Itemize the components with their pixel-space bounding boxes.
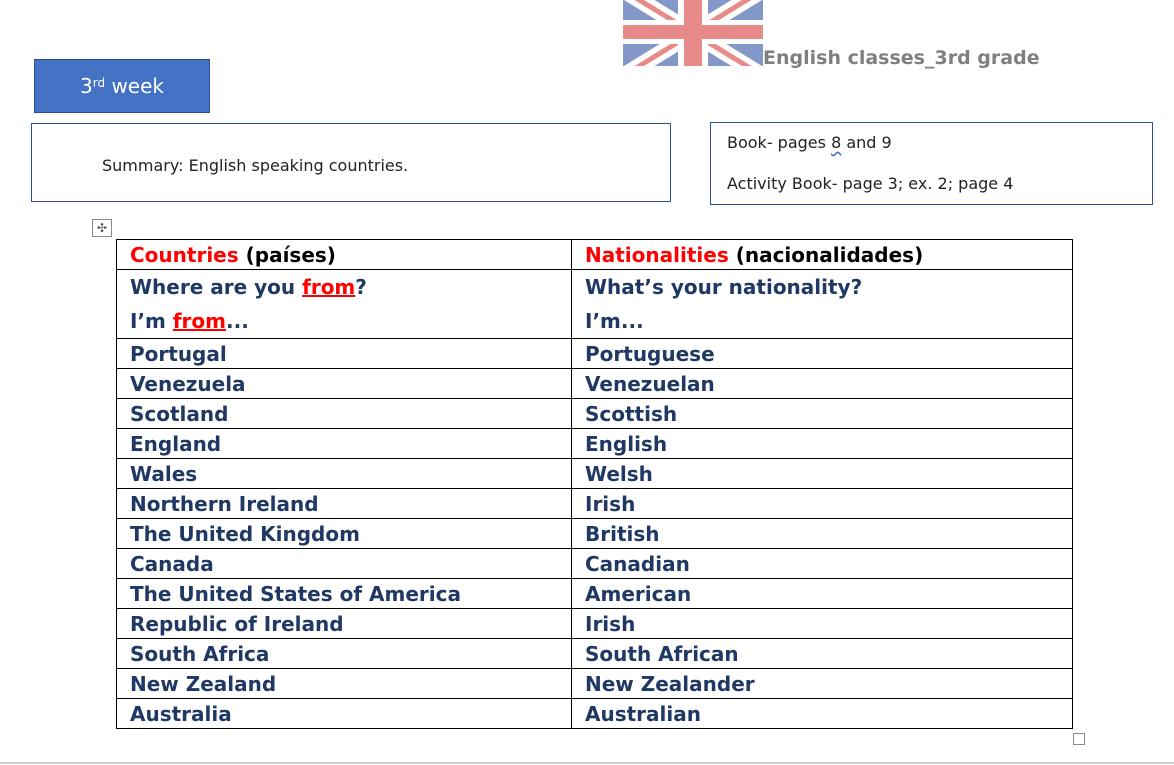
nationality-cell: American — [572, 579, 1073, 609]
week-number: 3 — [80, 74, 93, 98]
nationalities-header-label: Nationalities — [585, 242, 729, 267]
table-row — [117, 549, 1073, 579]
nationality-cell: Australian — [572, 699, 1073, 729]
nationality-cell: South African — [572, 639, 1073, 669]
table-row — [117, 459, 1073, 489]
week-badge — [34, 59, 210, 113]
country-cell: Wales — [117, 459, 572, 489]
country-cell: New Zealand — [117, 669, 572, 699]
im-from-answer — [130, 304, 571, 338]
nationality-cell: Irish — [572, 609, 1073, 639]
country-cell: South Africa — [117, 639, 572, 669]
nationality-cell: English — [572, 429, 1073, 459]
nationality-cell: British — [572, 519, 1073, 549]
countries-header-translation: (países) — [238, 242, 336, 267]
country-cell: England — [117, 429, 572, 459]
table-row — [117, 369, 1073, 399]
country-cell: Portugal — [117, 339, 572, 369]
nationality-cell: Scottish — [572, 399, 1073, 429]
week-word: week — [111, 74, 164, 98]
table-row — [117, 519, 1073, 549]
table-header-row — [117, 240, 1073, 270]
table-row — [117, 339, 1073, 369]
page-bottom-divider — [0, 762, 1174, 764]
countries-header-cell — [117, 240, 572, 270]
nationality-cell: Portuguese — [572, 339, 1073, 369]
page-header-title: English classes_3rd grade — [763, 47, 1040, 69]
nationality-cell: New Zealander — [572, 669, 1073, 699]
im-part: I’m — [130, 309, 173, 333]
ellipsis: ... — [226, 309, 249, 333]
summary-box — [31, 123, 671, 202]
country-cell: Canada — [117, 549, 572, 579]
country-question-cell — [117, 270, 572, 339]
countries-nationalities-table — [116, 239, 1073, 729]
country-cell: Northern Ireland — [117, 489, 572, 519]
week-ordinal-suffix: rd — [92, 76, 106, 90]
book-pages-after: and 9 — [841, 133, 892, 152]
nationality-cell: Venezuelan — [572, 369, 1073, 399]
nationality-question: What’s your nationality? — [585, 275, 863, 299]
country-cell: The United Kingdom — [117, 519, 572, 549]
question-mark: ? — [355, 275, 367, 299]
country-cell: Republic of Ireland — [117, 609, 572, 639]
country-cell: Scotland — [117, 399, 572, 429]
table-row — [117, 489, 1073, 519]
from-word: from — [302, 275, 356, 299]
table-resize-handle-icon[interactable] — [1073, 733, 1085, 745]
nationality-cell: Welsh — [572, 459, 1073, 489]
country-cell: Australia — [117, 699, 572, 729]
nationalities-header-translation: (nacionalidades) — [728, 242, 924, 267]
nationalities-header-cell — [572, 240, 1073, 270]
book-pages-line — [727, 133, 892, 152]
uk-flag-image — [623, 0, 763, 66]
table-row — [117, 399, 1073, 429]
question-row — [117, 270, 1073, 339]
nationality-cell: Canadian — [572, 549, 1073, 579]
table-row — [117, 669, 1073, 699]
table-row — [117, 699, 1073, 729]
where-from-question-part: Where are you — [130, 275, 303, 299]
table-row — [117, 639, 1073, 669]
country-cell: Venezuela — [117, 369, 572, 399]
table-move-handle-icon[interactable]: ✣ — [92, 219, 112, 237]
table-row — [117, 579, 1073, 609]
countries-header-label: Countries — [130, 242, 239, 267]
where-from-question — [130, 270, 571, 304]
table-row — [117, 609, 1073, 639]
activity-book-line: Activity Book- page 3; ex. 2; page 4 — [727, 174, 1014, 193]
nationality-cell: Irish — [572, 489, 1073, 519]
book-pages-box — [710, 122, 1153, 205]
nationality-answer: I’m... — [585, 309, 644, 333]
summary-text: Summary: English speaking countries. — [102, 156, 409, 175]
nationality-question-cell — [572, 270, 1073, 339]
book-pages-before: Book- pages — [727, 133, 832, 152]
book-page-number: 8 — [831, 133, 842, 152]
from-word-answer: from — [172, 309, 226, 333]
table-row — [117, 429, 1073, 459]
country-cell: The United States of America — [117, 579, 572, 609]
